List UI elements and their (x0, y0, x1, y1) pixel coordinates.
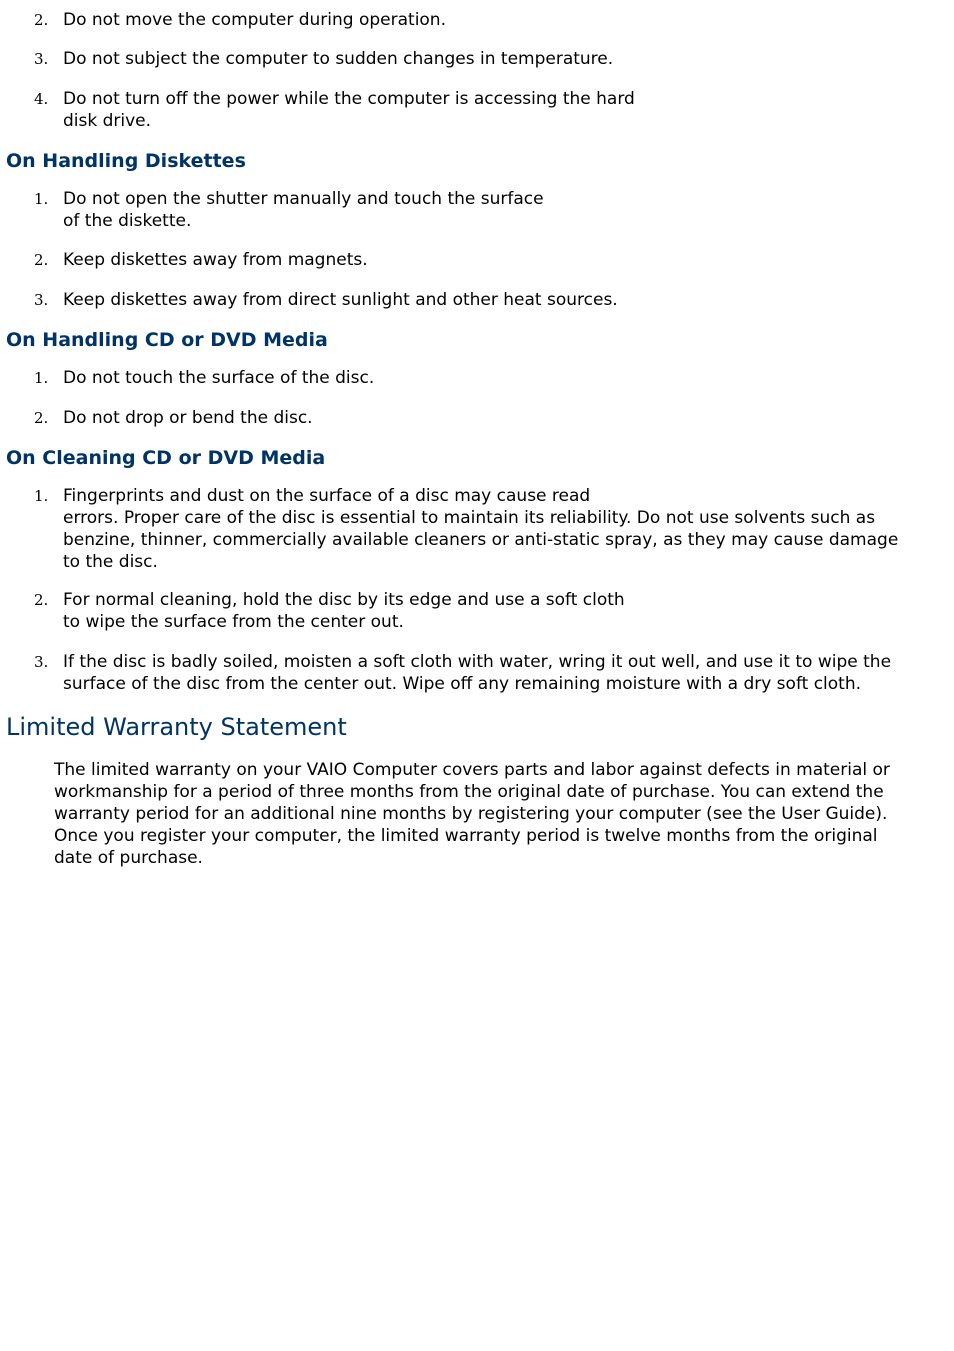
list-item-text: Keep diskettes away from direct sunlight and other heat sources. (63, 290, 618, 310)
section-heading-diskettes: On Handling Diskettes (6, 150, 246, 172)
list-number: 2. (34, 591, 49, 609)
section-heading-cd-cleaning: On Cleaning CD or DVD Media (6, 447, 326, 469)
list-item-text: Do not open the shutter manually and touch the surface of the diskette. (63, 189, 544, 231)
list-item-text: Do not subject the computer to sudden changes in temperature. (63, 49, 614, 69)
list-number: 3. (34, 653, 49, 671)
list-item-text: Keep diskettes away from magnets. (63, 250, 368, 270)
list-number: 2. (34, 409, 49, 427)
list-number: 1. (34, 369, 49, 387)
list-number: 4. (34, 90, 49, 108)
list-item-text: If the disc is badly soiled, moisten a soft cloth with water, wring it out well, and use it to wipe the surface of the disc from the center out. Wipe off any remaining moisture with a dry soft cloth. (63, 652, 892, 694)
list-number: 2. (34, 11, 49, 29)
list-item-text: Do not turn off the power while the computer is accessing the hard disk drive. (63, 89, 635, 131)
list-item-text: Do not touch the surface of the disc. (63, 368, 375, 388)
list-number: 1. (34, 190, 49, 208)
list-item-text: Do not move the computer during operation. (63, 10, 446, 30)
list-number: 3. (34, 291, 49, 309)
list-number: 1. (34, 487, 49, 505)
list-number: 3. (34, 50, 49, 68)
section-heading-cd-handling: On Handling CD or DVD Media (6, 329, 328, 351)
warranty-paragraph: The limited warranty on your VAIO Computer covers parts and labor against defects in material or workmanship for a period of three months from the original date of purchase. You can extend the warranty period for an additional nine months by registering your computer (see the User Guide). Once you register your computer, the limited warranty period is twelve months from the original date of purchase. (54, 760, 890, 868)
list-item-text: Fingerprints and dust on the surface of a disc may cause read errors. Proper care of the disc is essential to maintain its reliability. Do not use solvents such as benzine, thinner, commercially available cleaners or anti-static spray, as they may cause damage to the disc. (63, 486, 899, 572)
section-heading-warranty: Limited Warranty Statement (6, 713, 347, 741)
list-item-text: For normal cleaning, hold the disc by its edge and use a soft cloth to wipe the surface from the center out. (63, 590, 625, 632)
list-number: 2. (34, 251, 49, 269)
list-item-text: Do not drop or bend the disc. (63, 408, 313, 428)
